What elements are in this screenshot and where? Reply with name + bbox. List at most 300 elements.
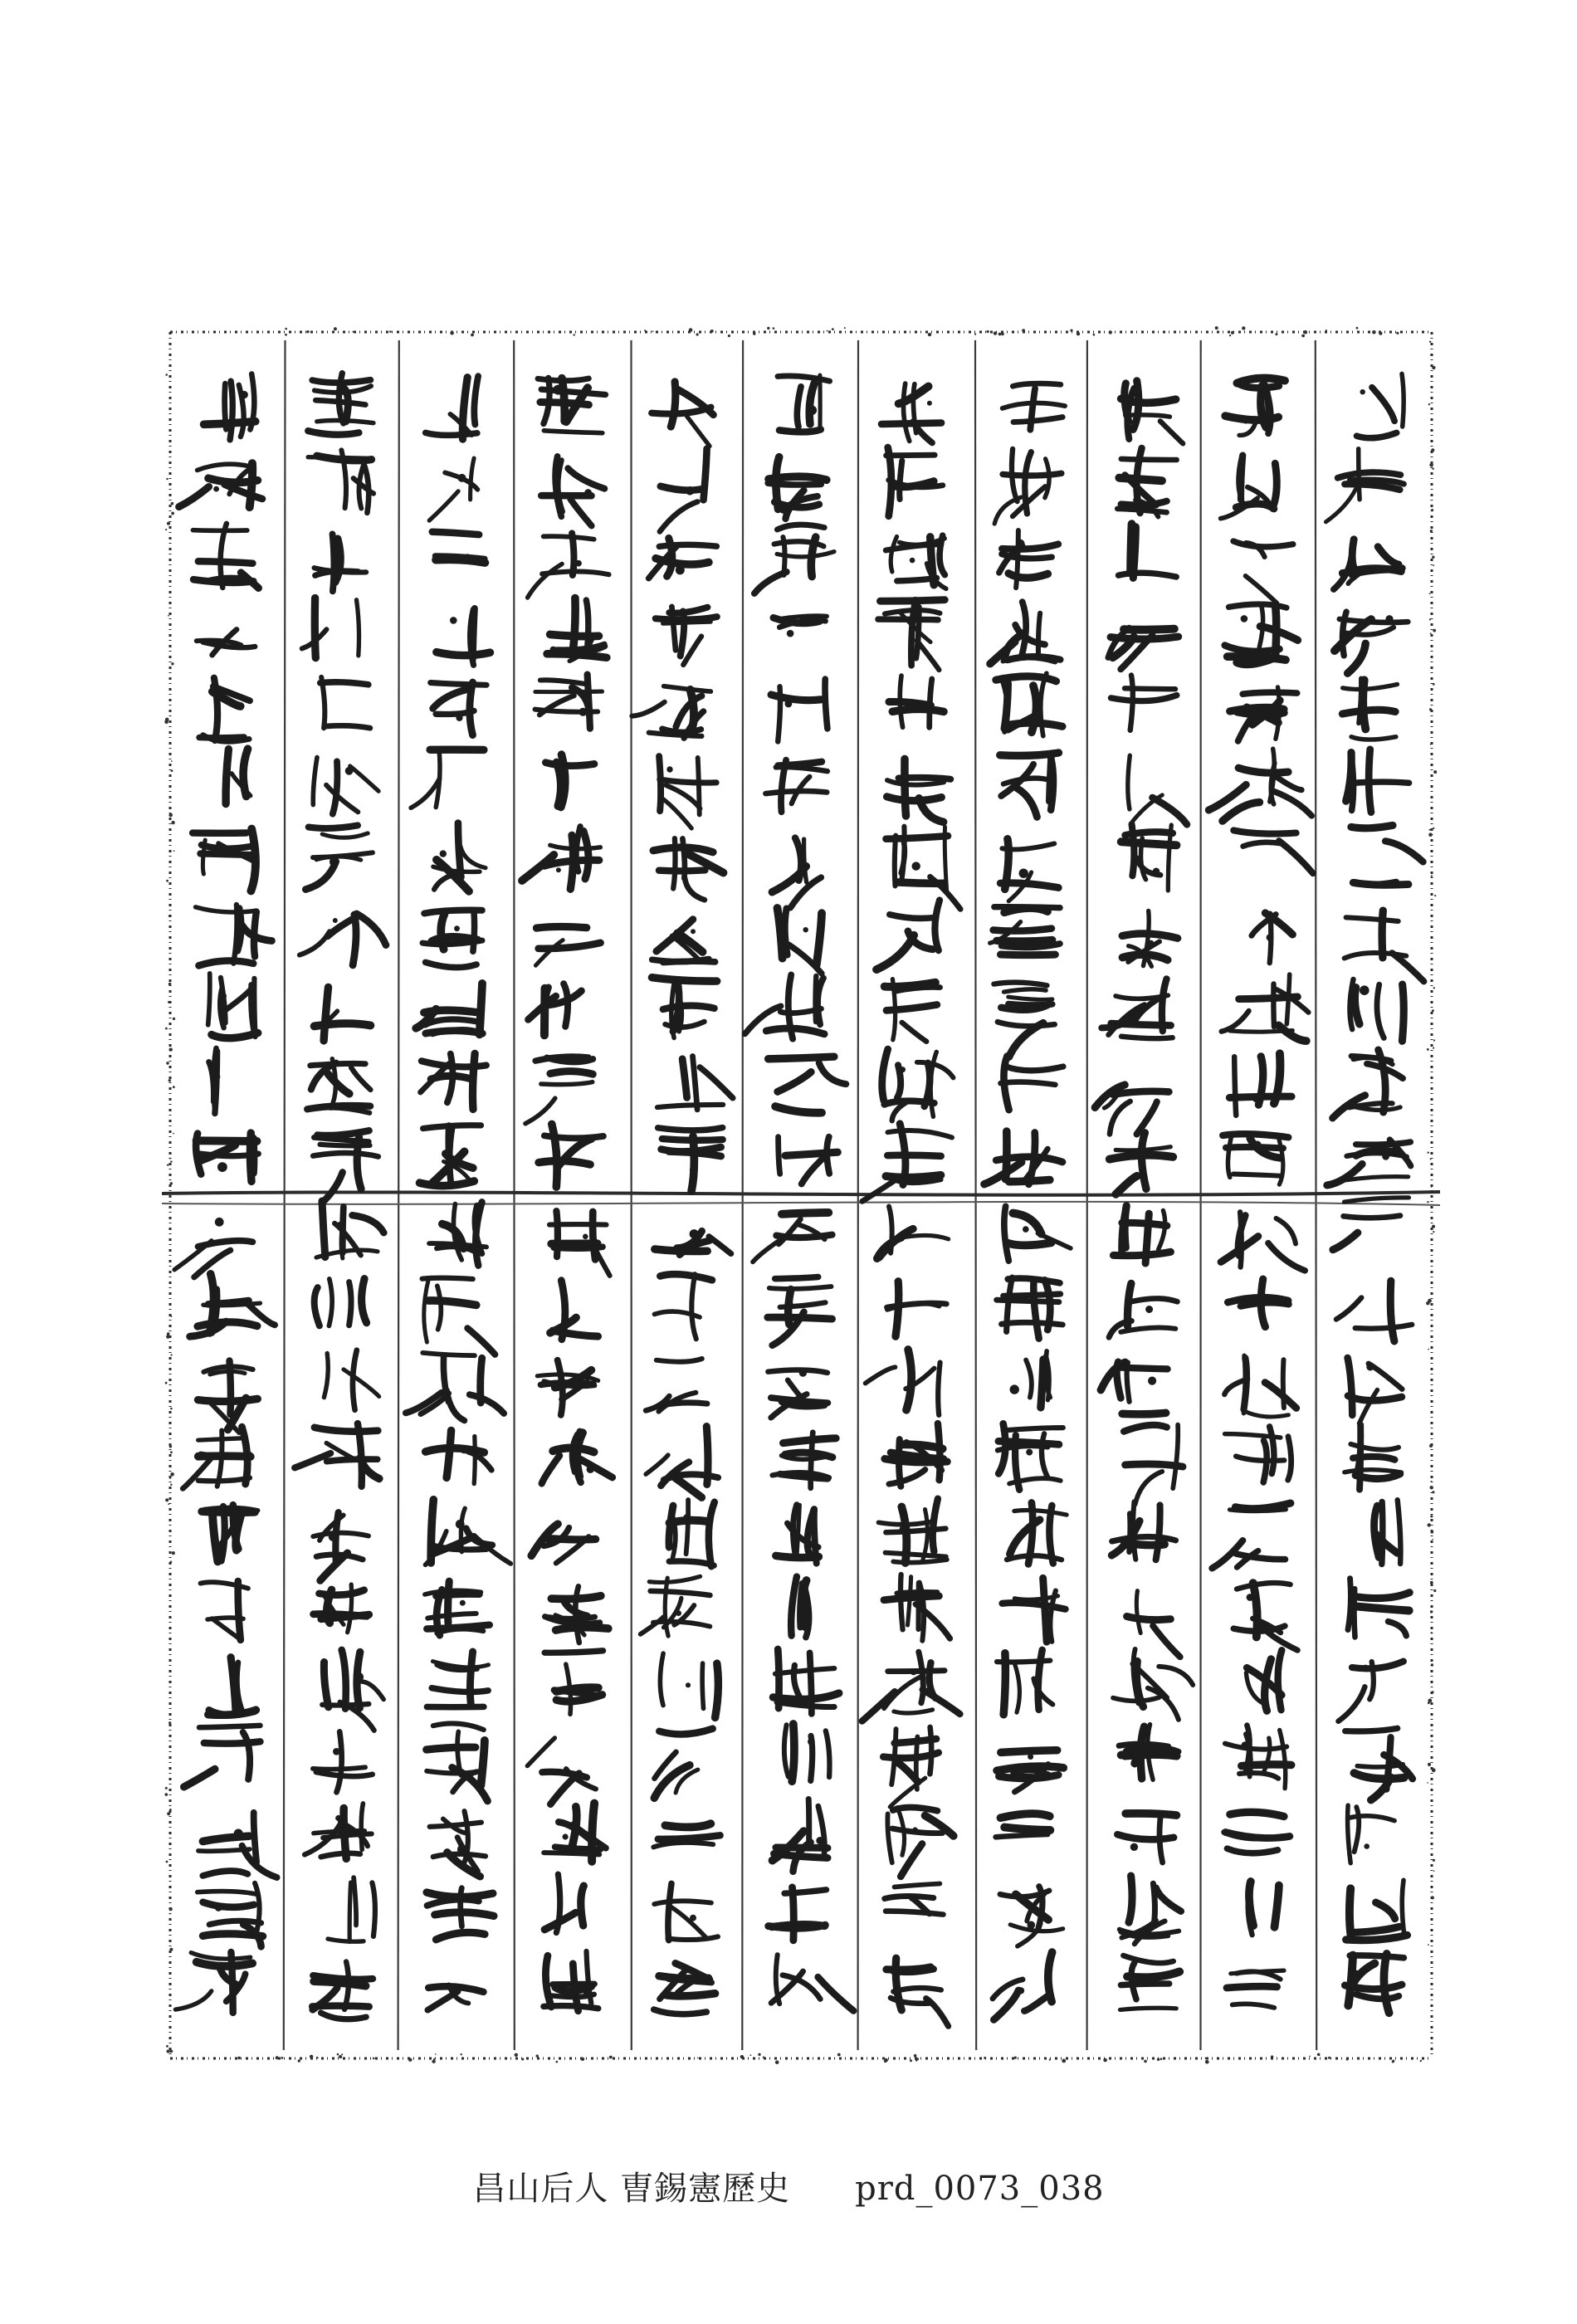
ink-stroke <box>313 758 317 805</box>
ink-stroke <box>472 1053 475 1109</box>
ink-stroke <box>226 990 250 1010</box>
ink-stroke <box>305 862 335 890</box>
frame-speck <box>1432 468 1433 470</box>
ink-stroke <box>583 831 588 879</box>
ink-stroke <box>700 1067 733 1098</box>
ink-stroke <box>802 1160 823 1184</box>
frame-speck <box>171 760 173 762</box>
ink-stroke <box>886 836 948 839</box>
ink-stroke <box>328 1939 364 1941</box>
ink-stroke <box>322 833 368 837</box>
ink-stroke <box>535 691 603 692</box>
ink-dot <box>465 554 471 559</box>
frame-speck <box>1432 1768 1436 1772</box>
handwritten-column-10 <box>295 374 386 2019</box>
ink-stroke <box>1385 841 1423 862</box>
ink-stroke <box>1123 1955 1173 1963</box>
handwritten-text <box>174 374 1423 2027</box>
ink-stroke <box>1348 1816 1394 1821</box>
frame-speck <box>1430 744 1432 745</box>
frame-speck <box>832 328 834 330</box>
ink-stroke <box>1351 737 1396 740</box>
frame-speck <box>310 2055 313 2058</box>
ink-stroke <box>1268 1243 1305 1271</box>
frame-speck <box>171 1354 173 1355</box>
frame-speck <box>689 328 693 332</box>
ink-stroke <box>1110 1101 1130 1135</box>
ink-stroke <box>1369 749 1371 813</box>
ink-stroke <box>894 1710 933 1713</box>
frame-speck <box>1429 593 1431 594</box>
ink-stroke <box>1121 1984 1169 1985</box>
ink-stroke <box>200 1154 258 1156</box>
ink-stroke <box>715 1663 719 1717</box>
ink-dot <box>583 1234 588 1240</box>
ink-stroke <box>893 1988 940 1991</box>
ink-stroke <box>420 1181 475 1186</box>
ink-stroke <box>930 537 935 585</box>
ink-stroke <box>324 987 328 1041</box>
ink-stroke <box>556 1628 608 1630</box>
ink-stroke <box>653 1622 710 1627</box>
frame-speck <box>1431 1632 1433 1633</box>
frame-speck <box>1429 829 1431 831</box>
frame-speck <box>281 2057 283 2059</box>
ink-dot <box>467 1690 474 1697</box>
ink-stroke <box>654 1901 711 1904</box>
ink-stroke <box>466 1528 493 1545</box>
ink-stroke <box>1234 1057 1236 1116</box>
frame-speck <box>169 2050 173 2053</box>
ink-stroke <box>1241 1302 1289 1306</box>
frame-speck <box>285 328 287 330</box>
ink-stroke <box>1377 984 1384 1038</box>
ink-stroke <box>657 1105 723 1107</box>
ink-dot <box>1148 1377 1156 1385</box>
ink-dot <box>1255 706 1264 715</box>
ink-stroke <box>448 1581 450 1623</box>
frame-speck <box>306 330 309 333</box>
frame-speck <box>168 1907 172 1911</box>
ink-stroke <box>1376 1902 1395 1919</box>
ink-stroke <box>1345 1470 1402 1472</box>
ink-stroke <box>1125 1464 1183 1467</box>
ink-stroke <box>1357 432 1397 437</box>
frame-speck <box>1430 1581 1433 1584</box>
ink-dot <box>785 701 793 708</box>
ink-stroke <box>788 974 793 1038</box>
ink-stroke <box>1125 383 1129 422</box>
ink-stroke <box>1279 841 1313 873</box>
ink-stroke <box>706 1427 708 1485</box>
ink-dot <box>330 857 339 867</box>
ink-dot <box>1382 1153 1389 1160</box>
ink-stroke <box>900 461 902 500</box>
ink-stroke <box>784 1725 788 1777</box>
frame-speck <box>696 333 699 335</box>
frame-speck <box>1231 331 1234 334</box>
frame-speck <box>172 1551 175 1555</box>
frame-speck <box>1317 2053 1321 2057</box>
ink-stroke <box>1125 688 1175 689</box>
frame-speck <box>165 1787 168 1789</box>
ink-stroke <box>1372 388 1394 422</box>
frame-speck <box>165 529 167 530</box>
ink-dot <box>556 867 561 872</box>
ink-stroke <box>997 940 1052 942</box>
frame-speck <box>1433 987 1435 989</box>
ink-stroke <box>203 1871 247 1876</box>
ink-stroke <box>1345 1177 1409 1181</box>
ink-stroke <box>322 1201 325 1257</box>
ink-stroke <box>660 502 697 532</box>
ink-stroke <box>658 1128 723 1130</box>
ink-stroke <box>1263 1441 1267 1482</box>
ink-stroke <box>1003 658 1055 662</box>
ink-stroke <box>1153 1883 1155 1924</box>
frame-speck <box>1326 330 1327 331</box>
ink-dot <box>1016 540 1024 548</box>
frame-speck <box>1309 2056 1311 2058</box>
frame-speck <box>1433 565 1434 567</box>
frame-speck <box>173 1086 175 1088</box>
ink-stroke <box>887 1814 891 1863</box>
frame-speck <box>1014 2057 1017 2059</box>
frame-speck <box>1205 2060 1209 2064</box>
ink-dot <box>796 1975 802 1980</box>
ink-stroke <box>1159 1210 1165 1249</box>
ink-stroke <box>1270 1427 1274 1474</box>
page-caption <box>0 2162 1577 2209</box>
ink-stroke <box>544 1651 603 1653</box>
ink-stroke <box>1008 574 1047 578</box>
ink-stroke <box>212 1511 218 1562</box>
ink-stroke <box>436 749 440 808</box>
ink-stroke <box>424 1279 429 1343</box>
ink-stroke <box>320 682 369 685</box>
frame-speck <box>1430 354 1432 355</box>
frame-speck <box>775 2060 779 2064</box>
frame-speck <box>171 502 174 505</box>
frame-speck <box>1001 333 1004 336</box>
ink-dot <box>587 1466 594 1473</box>
frame-speck <box>1432 1691 1434 1693</box>
ink-stroke <box>1159 1667 1193 1685</box>
ink-stroke <box>1355 1325 1413 1329</box>
ink-stroke <box>471 458 475 500</box>
ink-stroke <box>372 1882 375 1936</box>
ink-stroke <box>481 1741 485 1785</box>
ink-stroke <box>474 376 478 424</box>
frame-speck <box>166 2045 168 2048</box>
ink-stroke <box>568 468 604 488</box>
frame-speck <box>1275 333 1277 335</box>
ink-stroke <box>191 1953 251 1960</box>
ink-stroke <box>422 1278 473 1279</box>
frame-speck <box>767 327 769 330</box>
frame-speck <box>168 615 169 617</box>
ink-stroke <box>461 846 486 868</box>
ink-stroke <box>661 486 703 491</box>
ink-stroke <box>902 1023 927 1042</box>
frame-speck <box>1433 1039 1435 1041</box>
ink-stroke <box>1359 449 1360 500</box>
frame-speck <box>1392 2061 1394 2063</box>
ink-stroke <box>893 1560 947 1563</box>
ink-stroke <box>1244 1411 1289 1417</box>
ink-stroke <box>426 1448 484 1452</box>
frame-speck <box>1077 332 1080 335</box>
ink-stroke <box>779 1137 780 1174</box>
ink-stroke <box>254 912 256 957</box>
ink-stroke <box>209 1921 261 1924</box>
ink-stroke <box>1130 676 1133 730</box>
frame-speck <box>1346 2058 1349 2061</box>
ink-stroke <box>862 1177 901 1202</box>
frame-speck <box>837 2053 841 2057</box>
ink-stroke <box>1120 1327 1175 1331</box>
ink-stroke <box>1125 1755 1176 1756</box>
frame-speck <box>165 1382 168 1384</box>
ink-stroke <box>1038 613 1040 654</box>
ink-dot <box>450 617 457 624</box>
ink-stroke <box>570 835 573 889</box>
ink-dot <box>691 929 696 934</box>
ink-dot <box>460 1600 466 1606</box>
ink-stroke <box>1273 463 1277 505</box>
frame-speck <box>1184 331 1186 333</box>
ink-stroke <box>1402 1880 1404 1936</box>
ink-stroke <box>535 710 598 712</box>
ink-stroke <box>768 1317 832 1319</box>
ink-stroke <box>1339 1687 1365 1721</box>
frame-speck <box>170 1451 173 1453</box>
ink-stroke <box>1277 1218 1296 1244</box>
ink-stroke <box>1275 775 1302 789</box>
ink-stroke <box>1378 547 1399 564</box>
ink-dot <box>333 1748 340 1755</box>
ink-stroke <box>785 909 788 955</box>
frame-speck <box>1431 876 1433 877</box>
ink-stroke <box>1283 1360 1284 1408</box>
frame-speck <box>170 1160 172 1162</box>
ink-stroke <box>1160 1814 1163 1863</box>
ink-dot <box>440 850 447 857</box>
ink-stroke <box>429 491 458 520</box>
ink-stroke <box>554 1247 603 1248</box>
ink-stroke <box>431 1500 433 1563</box>
ink-stroke <box>1002 944 1060 947</box>
frame-speck <box>171 662 173 665</box>
ink-stroke <box>1326 489 1355 522</box>
ink-stroke <box>349 1882 350 1942</box>
ink-stroke <box>1336 1297 1361 1319</box>
ink-stroke <box>175 1991 211 2009</box>
ink-stroke <box>1125 1814 1176 1815</box>
ink-stroke <box>592 1804 594 1862</box>
ink-dot <box>900 1526 906 1531</box>
ink-stroke <box>525 1098 555 1124</box>
ink-stroke <box>581 1886 584 1926</box>
ink-dot <box>1353 1970 1360 1978</box>
ink-stroke <box>1246 576 1277 603</box>
ink-dot <box>912 862 920 870</box>
frame-speck <box>373 2058 375 2060</box>
ink-stroke <box>819 1063 846 1084</box>
ink-stroke <box>1345 484 1399 490</box>
ink-stroke <box>818 978 823 1024</box>
frame-speck <box>170 1484 172 1486</box>
ink-stroke <box>458 823 461 878</box>
ink-stroke <box>1350 1955 1404 1958</box>
ink-stroke <box>1223 803 1260 822</box>
ink-stroke <box>315 1287 320 1326</box>
ink-stroke <box>1129 1298 1178 1301</box>
ink-stroke <box>782 1213 828 1214</box>
ink-stroke <box>193 530 247 531</box>
ink-stroke <box>1384 1954 1389 2013</box>
ink-stroke <box>685 877 705 900</box>
ink-stroke <box>776 1955 779 2004</box>
ink-dot <box>1130 1843 1138 1851</box>
frame-speck <box>298 2059 300 2062</box>
ink-stroke <box>243 1732 250 1780</box>
ink-stroke <box>1275 1886 1279 1927</box>
ink-dot <box>691 855 697 861</box>
ink-stroke <box>1233 2004 1275 2008</box>
frame-speck <box>168 1721 171 1724</box>
ink-stroke <box>704 449 707 500</box>
frame-speck <box>1433 1859 1435 1862</box>
frame-speck <box>1433 1871 1435 1872</box>
ink-stroke <box>544 431 603 433</box>
ink-stroke <box>1355 988 1360 1024</box>
ink-stroke <box>664 1403 707 1405</box>
frame-speck <box>169 1047 173 1051</box>
ink-stroke <box>1125 1543 1164 1545</box>
ink-dot <box>456 1520 465 1529</box>
ink-stroke <box>1013 383 1061 386</box>
ink-stroke <box>1013 417 1062 422</box>
ink-dot <box>1364 1843 1370 1849</box>
ink-stroke <box>702 1663 703 1708</box>
ink-stroke <box>662 798 691 828</box>
ink-stroke <box>818 1977 854 2011</box>
frame-speck <box>1431 509 1433 511</box>
ink-dot <box>553 385 563 395</box>
ink-stroke <box>470 1394 504 1413</box>
frame-speck <box>1429 463 1433 467</box>
frame-speck <box>1427 1782 1428 1784</box>
ink-dot <box>803 927 808 932</box>
ink-dot <box>808 1738 815 1745</box>
ink-dot <box>1026 1449 1033 1456</box>
ink-stroke <box>901 1575 903 1629</box>
ink-stroke <box>766 1028 824 1034</box>
ink-stroke <box>994 929 1052 931</box>
ink-stroke <box>1014 1511 1067 1516</box>
ink-stroke <box>556 1874 559 1932</box>
ink-stroke <box>1125 415 1170 417</box>
ink-stroke <box>1133 1501 1135 1559</box>
ink-stroke <box>427 1625 490 1629</box>
ink-stroke <box>1124 629 1174 630</box>
ink-dot <box>785 1301 793 1309</box>
frame-speck <box>167 1332 170 1335</box>
ink-stroke <box>1279 1140 1283 1184</box>
frame-speck <box>1070 330 1072 332</box>
frame-speck <box>644 330 646 331</box>
ink-stroke <box>926 1999 949 2027</box>
ink-stroke <box>1119 1744 1168 1746</box>
ink-stroke <box>1274 792 1311 816</box>
frame-speck <box>316 2057 319 2059</box>
handwritten-column-7 <box>632 382 733 2014</box>
frame-speck <box>753 332 756 335</box>
ink-stroke <box>769 1286 832 1289</box>
ink-stroke <box>322 1172 343 1203</box>
ink-dot <box>1242 416 1250 424</box>
ink-stroke <box>1243 842 1282 847</box>
ink-stroke <box>1288 1437 1291 1481</box>
frame-speck <box>635 2058 637 2059</box>
ink-stroke <box>935 901 940 951</box>
ink-stroke <box>1327 1164 1362 1185</box>
ink-stroke <box>317 421 374 423</box>
ink-stroke <box>544 536 594 540</box>
ink-stroke <box>351 1067 370 1090</box>
ink-stroke <box>354 1877 356 1925</box>
ink-stroke <box>433 690 468 709</box>
ink-dot <box>213 486 219 492</box>
frame-speck <box>432 2060 435 2063</box>
ink-stroke <box>906 1350 911 1410</box>
frame-speck <box>1049 2058 1051 2060</box>
frame-speck <box>1157 2058 1160 2061</box>
frame-speck <box>1302 334 1305 337</box>
ink-stroke <box>1353 1593 1410 1599</box>
ink-dot <box>1153 868 1160 876</box>
ink-stroke <box>1348 1579 1350 1630</box>
fold-crease <box>162 1192 1440 1205</box>
ink-stroke <box>215 1052 217 1114</box>
ink-stroke <box>1356 1142 1411 1145</box>
frame-speck <box>515 2053 518 2057</box>
ink-dot <box>215 1218 224 1227</box>
ink-stroke <box>1141 1133 1146 1189</box>
ink-stroke <box>329 1279 332 1326</box>
frame-speck <box>994 331 997 334</box>
ink-stroke <box>886 1529 945 1533</box>
ink-stroke <box>593 1212 595 1260</box>
ink-stroke <box>1222 1011 1249 1032</box>
ink-stroke <box>656 559 709 564</box>
ink-stroke <box>447 1430 452 1477</box>
ink-stroke <box>203 1303 261 1306</box>
frame-speck <box>170 1561 173 1564</box>
ink-stroke <box>1043 1578 1047 1642</box>
ink-dot <box>683 1514 691 1522</box>
frame-speck <box>1271 2055 1273 2058</box>
ink-stroke <box>1116 995 1168 998</box>
ink-stroke <box>785 1152 837 1155</box>
ink-dot <box>690 1229 699 1238</box>
frame-speck <box>1428 403 1430 405</box>
ink-stroke <box>777 525 824 530</box>
ink-stroke <box>1355 881 1396 884</box>
frame-speck <box>1396 332 1399 334</box>
ink-stroke <box>540 680 588 684</box>
